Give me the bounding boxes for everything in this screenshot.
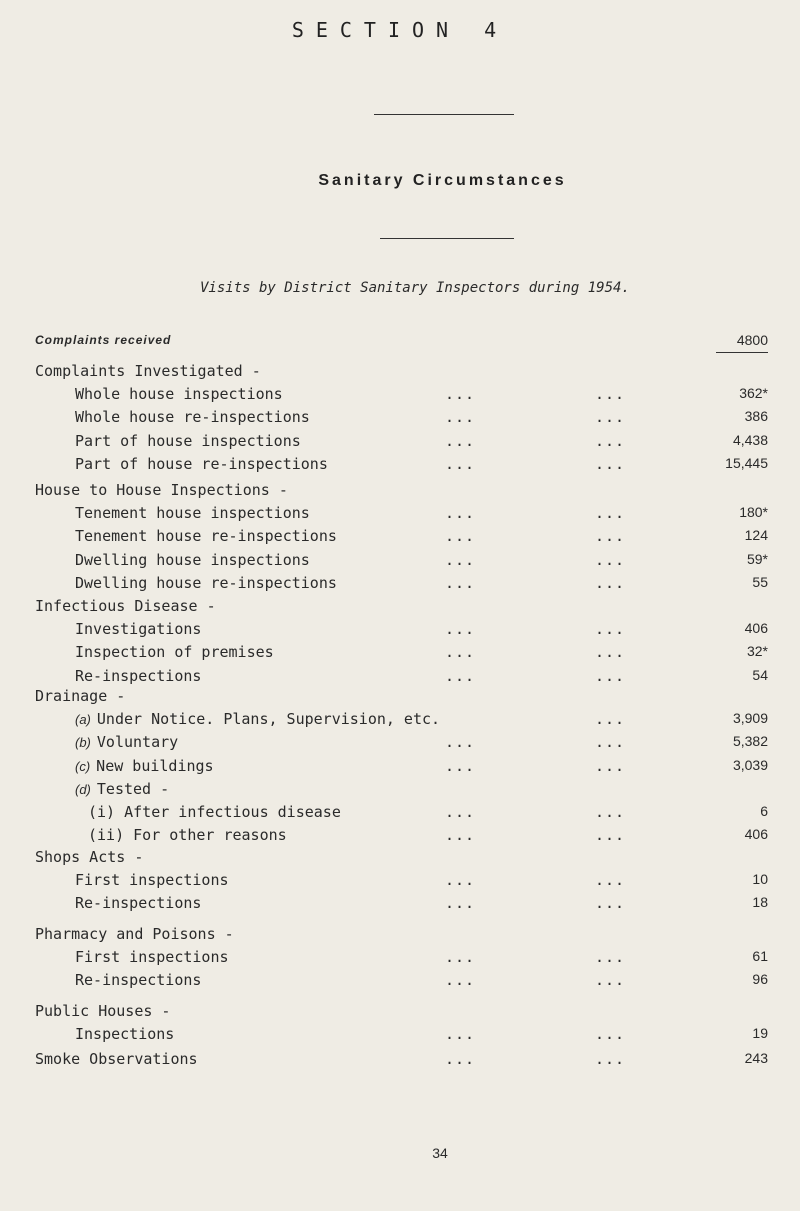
group-heading: [0, 925, 800, 947]
table-row: [0, 971, 800, 993]
row-label-text: Investigations: [75, 620, 202, 639]
leader-dots: ...: [595, 871, 626, 890]
leader-dots: ...: [445, 666, 476, 685]
row-prefix: (c): [75, 758, 91, 774]
row-prefix: (a): [75, 712, 91, 728]
divider: [380, 238, 514, 239]
leader-dots: ...: [595, 971, 626, 990]
row-label: [88, 826, 287, 844]
row-value: 15,445: [725, 454, 768, 471]
row-label-text: (ii) For other reasons: [88, 826, 287, 845]
table-row: [0, 551, 800, 573]
row-value: 5,382: [732, 733, 768, 750]
leader-dots: ...: [595, 710, 626, 729]
leader-dots: ...: [445, 385, 476, 404]
leader-dots: ...: [595, 803, 626, 821]
leader-dots: ...: [445, 550, 476, 569]
row-label: [75, 504, 310, 522]
table-row: [0, 574, 800, 596]
group-heading-label: Public Houses -: [35, 1002, 171, 1020]
row-label-text: Re-inspections: [75, 971, 202, 990]
row-label: [75, 667, 201, 685]
row-value: 59*: [746, 550, 768, 567]
leader-dots: ...: [595, 385, 626, 404]
row-label-text: Voluntary: [96, 733, 179, 752]
table-row: [0, 948, 800, 970]
leader-dots: ...: [445, 431, 476, 450]
row-label-text: Dwelling house re-inspections: [75, 573, 337, 592]
page-subtitle: Sanitary Circumstances: [318, 172, 567, 189]
leader-dots: ...: [595, 454, 626, 473]
table-row: [0, 803, 800, 825]
row-label: [75, 643, 274, 661]
row-label: [75, 455, 328, 473]
row-prefix: (b): [75, 735, 91, 751]
row-label-text: Inspections: [75, 1025, 175, 1044]
leader-dots: ...: [595, 666, 626, 685]
row-label: [75, 1025, 174, 1043]
table-row: [0, 408, 800, 430]
row-label: [75, 620, 201, 638]
leader-dots: ...: [595, 431, 626, 450]
leader-dots: ...: [445, 948, 476, 967]
table-row: [0, 1025, 800, 1047]
row-value: 55: [752, 573, 768, 590]
group-value: 243: [744, 1050, 768, 1066]
table-row: [0, 455, 800, 477]
row-label-text: Tenement house inspections: [75, 504, 310, 523]
leader-dots: ...: [445, 573, 476, 592]
group-heading-label: Infectious Disease -: [35, 597, 216, 615]
table-row: [0, 432, 800, 454]
group-heading: [0, 848, 800, 870]
row-value: 3,039: [732, 756, 768, 773]
leader-dots: ...: [595, 504, 626, 523]
table-caption: Visits by District Sanitary Inspectors during 1954.: [200, 280, 630, 296]
row-label-text: New buildings: [96, 756, 214, 775]
row-value: 406: [744, 826, 768, 843]
table-row: [0, 504, 800, 526]
table-row: [0, 643, 800, 665]
group-heading: [0, 1050, 800, 1072]
row-value: 19: [752, 1025, 768, 1042]
row-label: [75, 757, 214, 775]
row-label: [75, 551, 310, 569]
divider: [374, 114, 514, 115]
row-label: [75, 432, 301, 450]
leader-dots: ...: [595, 1025, 626, 1044]
divider: [716, 352, 768, 353]
leader-dots: ...: [445, 1050, 476, 1068]
table-row: [0, 871, 800, 893]
leader-dots: ...: [595, 756, 626, 775]
row-label: [75, 408, 310, 426]
leader-dots: ...: [445, 620, 476, 639]
row-label-text: Dwelling house inspections: [75, 550, 310, 569]
group-heading: [0, 1002, 800, 1024]
complaints-received-value: 4800: [736, 332, 768, 348]
leader-dots: ...: [445, 1025, 476, 1044]
leader-dots: ...: [445, 527, 476, 546]
table-row: [0, 667, 800, 689]
group-heading-label: Complaints Investigated -: [35, 362, 261, 380]
row-label-text: Re-inspections: [75, 894, 202, 913]
row-label-text: Whole house inspections: [75, 385, 283, 404]
leader-dots: ...: [595, 620, 626, 639]
row-label: [88, 803, 341, 821]
table-row: [0, 757, 800, 779]
row-value: 54: [752, 666, 768, 683]
row-value: 32*: [746, 643, 768, 660]
leader-dots: ...: [595, 733, 626, 752]
leader-dots: ...: [595, 408, 626, 427]
row-label: [75, 971, 201, 989]
leader-dots: ...: [595, 527, 626, 546]
group-heading-label: Shops Acts -: [35, 848, 144, 866]
row-value: 6: [760, 803, 768, 819]
leader-dots: ...: [445, 894, 476, 913]
table-row: [0, 527, 800, 549]
table-row: [0, 894, 800, 916]
table-row: [0, 710, 800, 732]
leader-dots: ...: [595, 643, 626, 662]
row-label: [75, 894, 201, 912]
row-value: 362*: [739, 385, 768, 402]
leader-dots: ...: [445, 826, 476, 845]
complaints-received-label: Complaints received: [35, 333, 172, 347]
row-value: 61: [752, 948, 768, 965]
group-heading: [0, 481, 800, 503]
row-label-text: Part of house inspections: [75, 431, 301, 450]
leader-dots: ...: [445, 871, 476, 890]
group-heading: [0, 597, 800, 619]
leader-dots: ...: [445, 756, 476, 775]
row-label-text: First inspections: [75, 871, 229, 890]
leader-dots: ...: [445, 971, 476, 990]
leader-dots: ...: [595, 948, 626, 967]
group-heading-label: Pharmacy and Poisons -: [35, 925, 234, 943]
leader-dots: ...: [595, 894, 626, 913]
row-label-text: Under Notice. Plans, Supervision, etc.: [96, 710, 441, 729]
group-heading: [0, 687, 800, 709]
row-label: [75, 710, 440, 728]
row-label-text: Tenement house re-inspections: [75, 527, 337, 546]
leader-dots: ...: [445, 643, 476, 662]
row-prefix: (d): [75, 781, 91, 797]
row-label-text: Inspection of premises: [75, 643, 274, 662]
row-value: 4,438: [732, 431, 768, 448]
leader-dots: ...: [445, 803, 476, 821]
row-value: 3,909: [732, 710, 768, 727]
leader-dots: ...: [595, 1050, 626, 1068]
row-label: [75, 385, 283, 403]
row-value: 180*: [739, 504, 768, 521]
leader-dots: ...: [595, 573, 626, 592]
row-label: [75, 948, 229, 966]
row-value: 124: [744, 527, 768, 544]
row-value: 18: [752, 894, 768, 911]
section-title: SECTION 4: [291, 18, 509, 42]
row-label: [75, 574, 337, 592]
table-row: [0, 620, 800, 642]
leader-dots: ...: [445, 733, 476, 752]
row-label-text: Part of house re-inspections: [75, 454, 328, 473]
leader-dots: ...: [445, 454, 476, 473]
leader-dots: ...: [595, 826, 626, 845]
table-row: [0, 826, 800, 848]
row-value: 96: [752, 971, 768, 988]
group-heading-label: House to House Inspections -: [35, 481, 288, 499]
page-number: 34: [432, 1145, 448, 1161]
row-label-text: Whole house re-inspections: [75, 408, 310, 427]
group-heading: [0, 362, 800, 384]
leader-dots: ...: [595, 550, 626, 569]
group-heading-label: Drainage -: [35, 687, 126, 705]
row-value: 10: [752, 871, 768, 888]
row-label-text: Tested -: [96, 779, 170, 798]
row-label: [75, 780, 169, 798]
group-heading-label: Smoke Observations: [35, 1050, 198, 1068]
row-label: [75, 871, 229, 889]
row-label: [75, 527, 337, 545]
table-row: [0, 385, 800, 407]
table-row: [0, 733, 800, 755]
row-label-text: Re-inspections: [75, 666, 202, 685]
row-value: 386: [744, 408, 768, 425]
row-label-text: First inspections: [75, 948, 229, 967]
row-label: [75, 733, 178, 751]
row-label-text: (i) After infectious disease: [88, 803, 341, 821]
leader-dots: ...: [445, 408, 476, 427]
table-row: [0, 780, 800, 802]
leader-dots: ...: [445, 504, 476, 523]
row-value: 406: [744, 620, 768, 637]
